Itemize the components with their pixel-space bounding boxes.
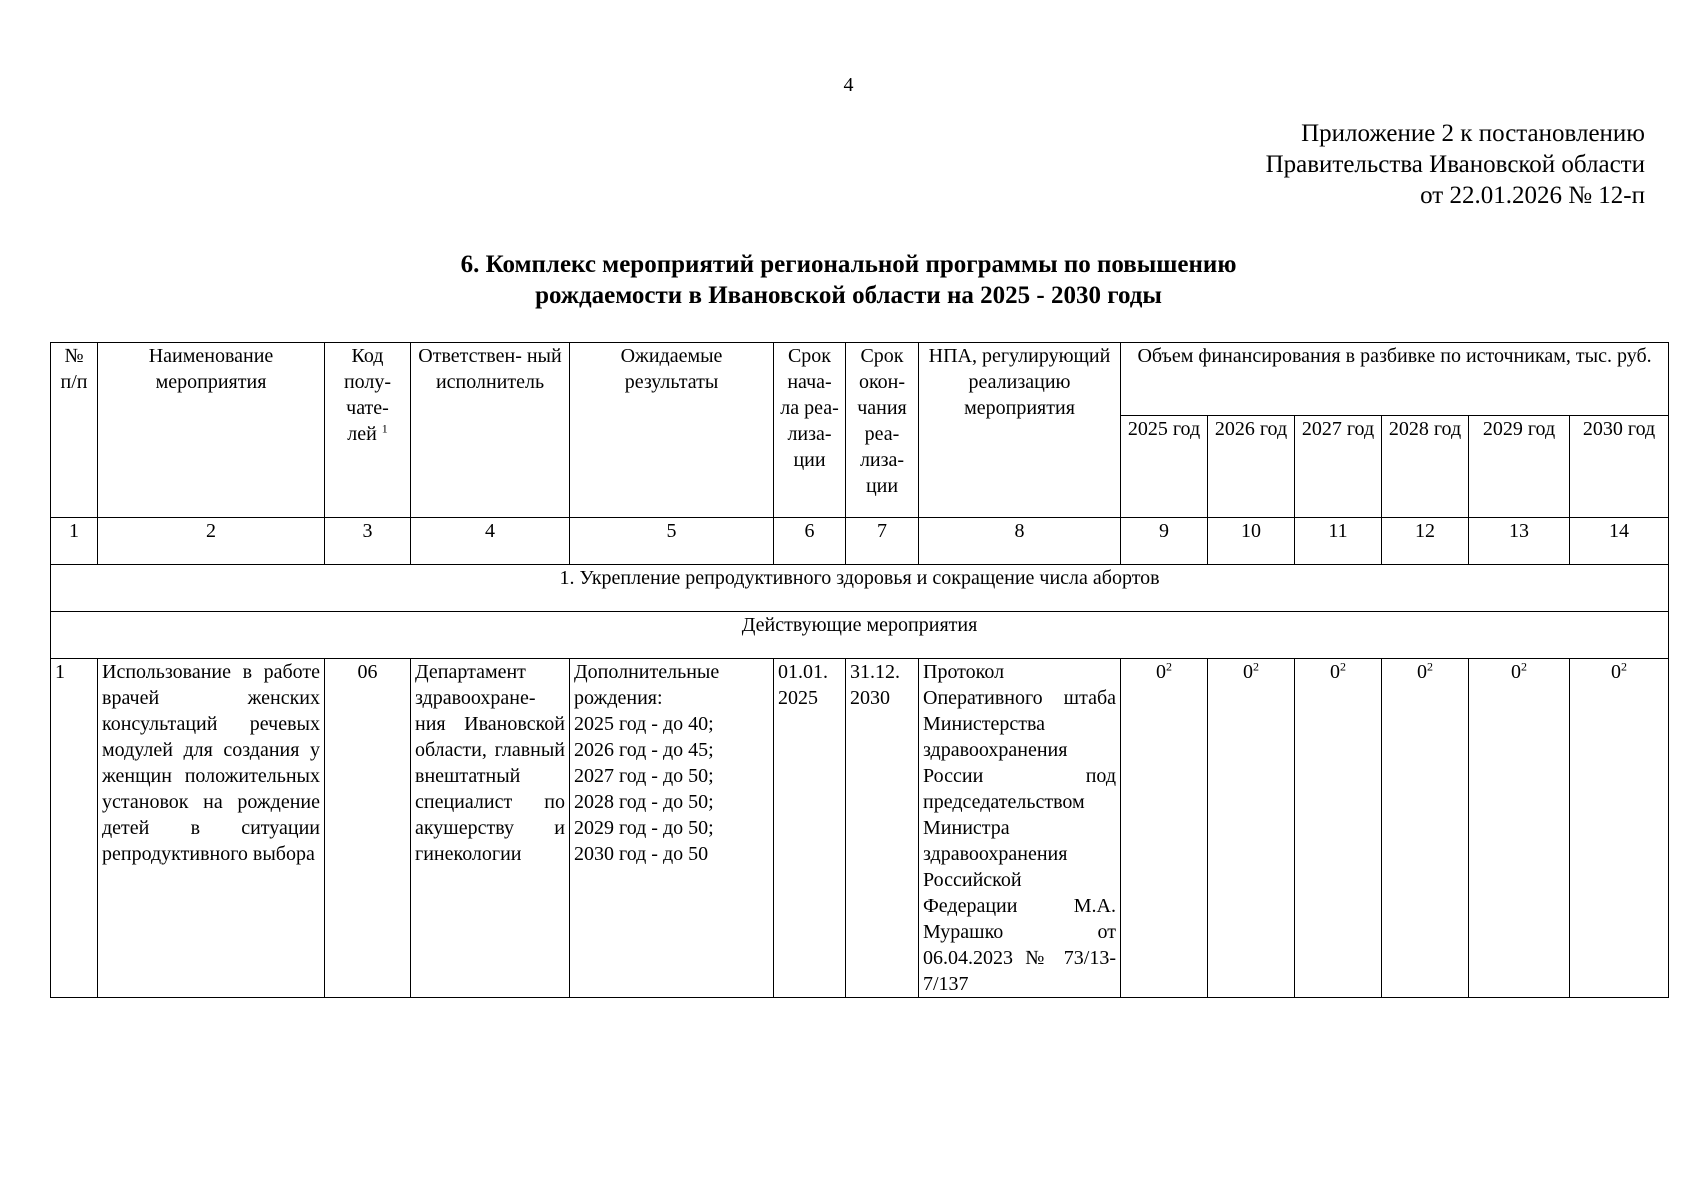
funding-value: 0: [1330, 661, 1340, 683]
header-results: Ожидаемые результаты: [570, 343, 774, 518]
section-row: [51, 565, 1669, 612]
column-number: 2: [98, 518, 325, 565]
header-code-text: Код полу- чате- лей: [343, 345, 392, 445]
column-number: 6: [774, 518, 846, 565]
row-name: Использование в работе врачей женских консультаций речевых модулей для создания у женщин положительных установок на рождение детей в ситуации репродуктивного выбора: [98, 659, 325, 998]
result-line: 2030 год - до 50: [574, 843, 709, 865]
funding-value: 0: [1243, 661, 1253, 683]
funding-footnote: 2: [1166, 659, 1172, 674]
result-line: 2027 год - до 50;: [574, 765, 714, 787]
footnote-mark: 1: [381, 421, 388, 436]
header-executor: Ответствен- ный исполнитель: [411, 343, 570, 518]
subsection-row: [51, 612, 1669, 659]
funding-cell: [1121, 659, 1208, 998]
header-num: № п/п: [51, 343, 98, 518]
column-number: 7: [846, 518, 919, 565]
result-line: 2025 год - до 40;: [574, 713, 714, 735]
title-line-2: рождаемости в Ивановской области на 2025 - 2030 годы: [535, 282, 1162, 309]
header-year: 2029 год: [1469, 416, 1570, 518]
funding-footnote: 2: [1521, 659, 1527, 674]
header-code: [325, 343, 411, 518]
funding-value: 0: [1511, 661, 1521, 683]
funding-value: 0: [1156, 661, 1166, 683]
header-year: 2030 год: [1570, 416, 1669, 518]
column-number: 10: [1208, 518, 1295, 565]
funding-cell: [1208, 659, 1295, 998]
column-number: 13: [1469, 518, 1570, 565]
column-number: 4: [411, 518, 570, 565]
column-number: 3: [325, 518, 411, 565]
header-year: 2027 год: [1295, 416, 1382, 518]
header-name: Наименование мероприятия: [98, 343, 325, 518]
header-year: 2025 год: [1121, 416, 1208, 518]
funding-cell: [1382, 659, 1469, 998]
column-number-row: [51, 518, 1669, 565]
result-line: 2029 год - до 50;: [574, 817, 714, 839]
table-row: [51, 659, 1669, 998]
funding-cell: [1295, 659, 1382, 998]
appendix-line-1: Приложение 2 к постановлению: [1301, 120, 1645, 147]
funding-footnote: 2: [1621, 659, 1628, 674]
document-title: [0, 249, 1697, 311]
header-end: Срок окон- чания реа- лиза- ции: [846, 343, 919, 518]
funding-footnote: 2: [1340, 659, 1346, 674]
funding-value: 0: [1611, 661, 1622, 683]
column-number: 1: [51, 518, 98, 565]
result-line: 2028 год - до 50;: [574, 791, 714, 813]
result-line: Дополнительные рождения:: [574, 661, 720, 709]
column-number: 5: [570, 518, 774, 565]
header-start: Срок нача- ла реа- лиза- ции: [774, 343, 846, 518]
funding-cell: [1469, 659, 1570, 998]
column-number: 8: [919, 518, 1121, 565]
appendix-line-2: Правительства Ивановской области: [1265, 151, 1645, 178]
header-funding: Объем финансирования в разбивке по источникам, тыс. руб.: [1121, 343, 1669, 416]
header-npa: НПА, регулирующий реализацию мероприятия: [919, 343, 1121, 518]
row-code: 06: [325, 659, 411, 998]
column-number: 12: [1382, 518, 1469, 565]
row-results: [570, 659, 774, 998]
row-npa: Протокол Оперативного штаба Министерства здравоохранения России под председательством Министра здравоохранения Российской Федерации М.А. Мурашко от 06.04.2023 № 73/13-7/137: [919, 659, 1121, 998]
result-line: 2026 год - до 45;: [574, 739, 714, 761]
section-title: 1. Укрепление репродуктивного здоровья и сокращение числа абортов: [51, 565, 1669, 612]
title-line-1: 6. Комплекс мероприятий региональной программы по повышению: [460, 251, 1237, 278]
appendix-line-3: от 22.01.2026 № 12-п: [1420, 182, 1645, 209]
row-start: 01.01. 2025: [774, 659, 846, 998]
subsection-title: Действующие мероприятия: [51, 612, 1669, 659]
row-num: 1: [51, 659, 98, 998]
column-number: 11: [1295, 518, 1382, 565]
header-year: 2026 год: [1208, 416, 1295, 518]
funding-value: 0: [1417, 661, 1427, 683]
header-row: [51, 343, 1669, 416]
appendix-note: [1266, 118, 1645, 211]
column-number: 9: [1121, 518, 1208, 565]
header-year: 2028 год: [1382, 416, 1469, 518]
page-number: 4: [843, 74, 854, 96]
funding-footnote: 2: [1427, 659, 1433, 674]
column-number: 14: [1570, 518, 1669, 565]
funding-footnote: 2: [1253, 659, 1259, 674]
row-executor: Департамент здравоохране- ния Ивановской области, главный внештатный специалист по акушерству и гинекологии: [411, 659, 570, 998]
funding-cell: [1570, 659, 1669, 998]
measures-table: [50, 342, 1669, 998]
row-end: 31.12. 2030: [846, 659, 919, 998]
